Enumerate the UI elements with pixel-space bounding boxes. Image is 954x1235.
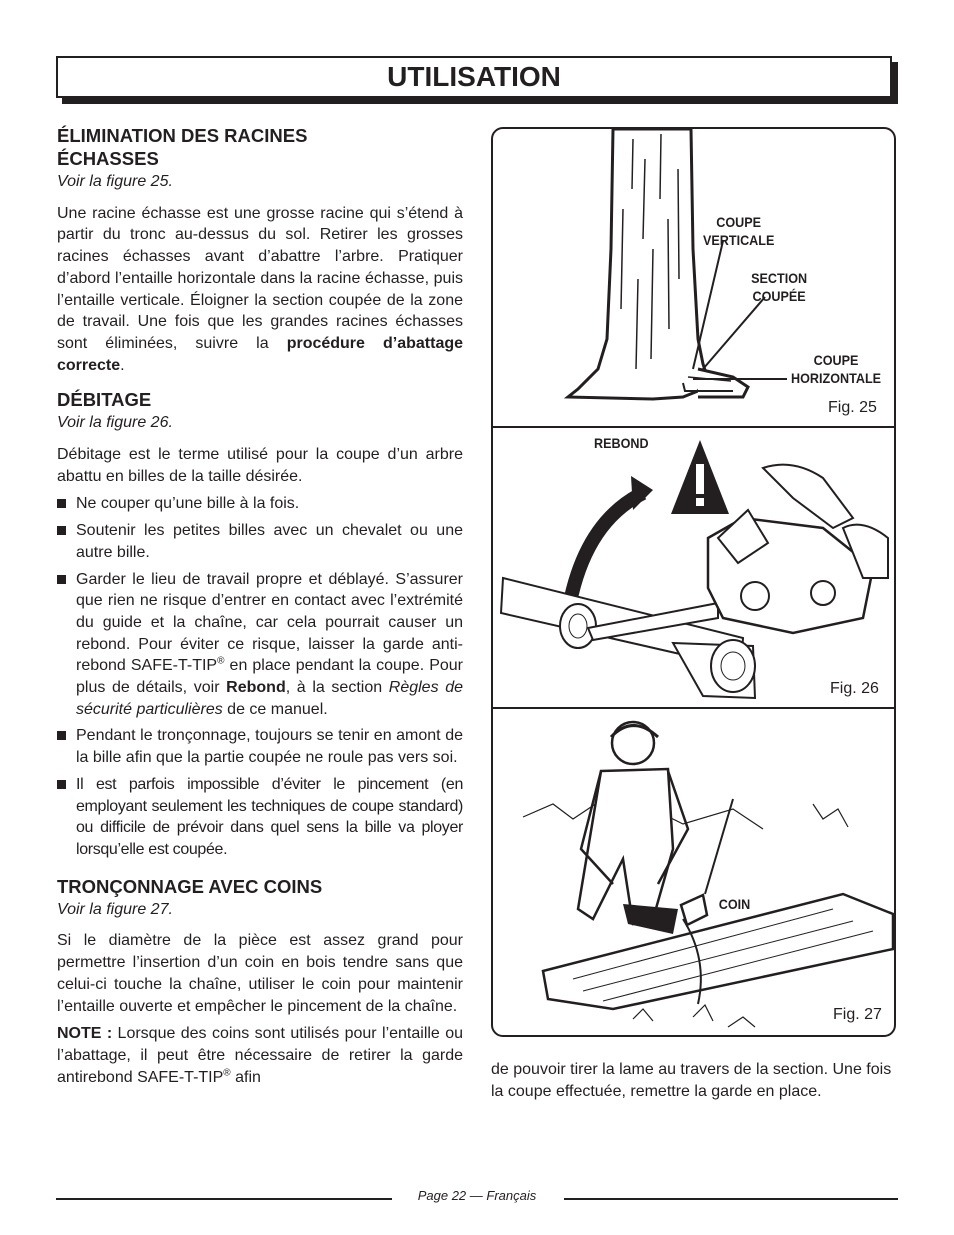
section-heading-stilt-roots (57, 124, 463, 170)
text: afin (230, 1068, 261, 1086)
callout-cut-section (751, 269, 807, 305)
section-wedges (57, 875, 463, 1089)
text: de ce manuel. (222, 700, 328, 718)
paragraph-wedges: Si le diamètre de la pièce est assez grand pour permettre l’insertion d’un coin en bois tendre sans que celui-ci touche la chaîne, utiliser le coin pour maintenir l’entaille ouverte et empêcher le pincement de la chaîne. (57, 932, 463, 1015)
figure-reference: Voir la figure 26. (57, 414, 173, 432)
paragraph-bucking: Débitage est le terme utilisé pour la coupe d’un arbre abattu en billes de la taille désirée. (57, 446, 463, 485)
text: , à la section (285, 679, 389, 697)
paragraph-stilt-roots (57, 203, 463, 377)
section-heading-wedges: TRONÇONNAGE AVEC COINS (57, 875, 323, 897)
figure-25 (493, 129, 894, 428)
note-label: NOTE : (57, 1025, 113, 1043)
text: . (120, 356, 125, 374)
callout-wedge: COIN (718, 896, 751, 912)
page-footer (56, 1186, 898, 1206)
text: Lorsque des coins sont utilisés pour l’entaille ou l’abattage, il peut être nécessaire de retirer la garde antirebond SAFE-T-TIP (57, 1025, 464, 1086)
list-item (57, 493, 463, 515)
list-item (57, 569, 463, 721)
left-column (57, 124, 463, 1094)
bullet-square-icon (57, 731, 66, 740)
registered-mark: ® (223, 1067, 231, 1079)
bold-text: Rebond (226, 679, 286, 697)
text: Ne couper qu’une bille à la fois. (76, 495, 300, 513)
callout-kickback: REBOND (594, 435, 649, 451)
figures-panel (491, 127, 896, 1037)
figure-reference: Voir la figure 25. (57, 173, 173, 190)
page-title: UTILISATION (387, 61, 561, 92)
callout-vertical-cut (703, 213, 774, 249)
list-item (57, 725, 463, 768)
callout-horizontal-cut (791, 351, 881, 387)
heading-line-1: ÉLIMINATION DES RACINES (57, 125, 308, 146)
chainsaw-kickback-illustration (493, 428, 894, 707)
callout-line: HORIZONTALE (791, 370, 882, 386)
figure-reference: Voir la figure 27. (57, 900, 173, 918)
callout-line: COUPE (716, 214, 762, 230)
continued-paragraph: de pouvoir tirer la lame au travers de la section. Une fois la coupe effectuée, remettre la garde en place. (491, 1061, 892, 1100)
heading-line-2: ÉCHASSES (57, 148, 159, 169)
wedge-cutting-illustration (493, 709, 894, 1035)
text: Il est parfois impossible d’éviter le pincement (en employant seulement les techniques de coupe standard) ou difficile de prévoir dans quel sens la bille va ployer lorsqu’elle est coupée. (76, 775, 463, 858)
callout-line: VERTICALE (702, 232, 775, 248)
figure-label: Fig. 27 (833, 1006, 882, 1023)
figure-26 (493, 428, 894, 709)
callout-line: COUPÉE (752, 288, 806, 304)
callout-line: COUPE (813, 352, 859, 368)
section-heading-bucking: DÉBITAGE (57, 389, 152, 411)
note-paragraph (57, 1023, 463, 1088)
text: en place pendant la coupe. Pour plus de détails, voir (76, 657, 463, 697)
registered-mark: ® (217, 656, 225, 668)
text: Pendant le tronçonnage, toujours se tenir en amont de la bille afin que la partie coupée ne roule pas vers soi. (76, 727, 463, 767)
footer-text: Page 22 — Français (417, 1188, 537, 1203)
text: Soutenir les petites billes avec un chevalet ou une autre bille. (76, 522, 463, 561)
bullet-square-icon (57, 526, 66, 535)
bullet-square-icon (57, 575, 66, 584)
list-item (57, 520, 463, 563)
bullet-square-icon (57, 499, 66, 508)
section-bucking (57, 388, 463, 860)
text: Une racine échasse est une grosse racine qui s’étend à partir du tronc au-dessus du sol. Retirer les grosses racines échasses avant d’abattre l’arbre. Pratiquer d’abord l’entaille horizontale dans la racine échasse, puis l’entaille verticale. Éloigner la section coupée de la zone de travail. Une fois que les grandes racines échasses sont éliminées, suivre la (57, 204, 463, 352)
callout-line: SECTION (751, 270, 808, 286)
text: Garder le lieu de travail propre et déblayé. S’assurer que rien ne risque d’entrer en contact avec l’extrémité du guide et la chaîne, car cela pourrait causer un rebond. Pour éviter ce risque, laisser la garde anti-rebond SAFE-T-TIP (76, 570, 463, 675)
page-banner (56, 56, 892, 98)
right-column (491, 1059, 897, 1108)
italic-text: Règles de sécurité particulières (76, 679, 464, 718)
figure-label: Fig. 26 (830, 680, 879, 697)
figure-27 (493, 709, 894, 1035)
bullet-list (57, 493, 463, 860)
bold-text: procédure d’abattage correcte (57, 334, 464, 374)
figure-label: Fig. 25 (828, 399, 877, 416)
bullet-square-icon (57, 780, 66, 789)
list-item (57, 774, 463, 861)
